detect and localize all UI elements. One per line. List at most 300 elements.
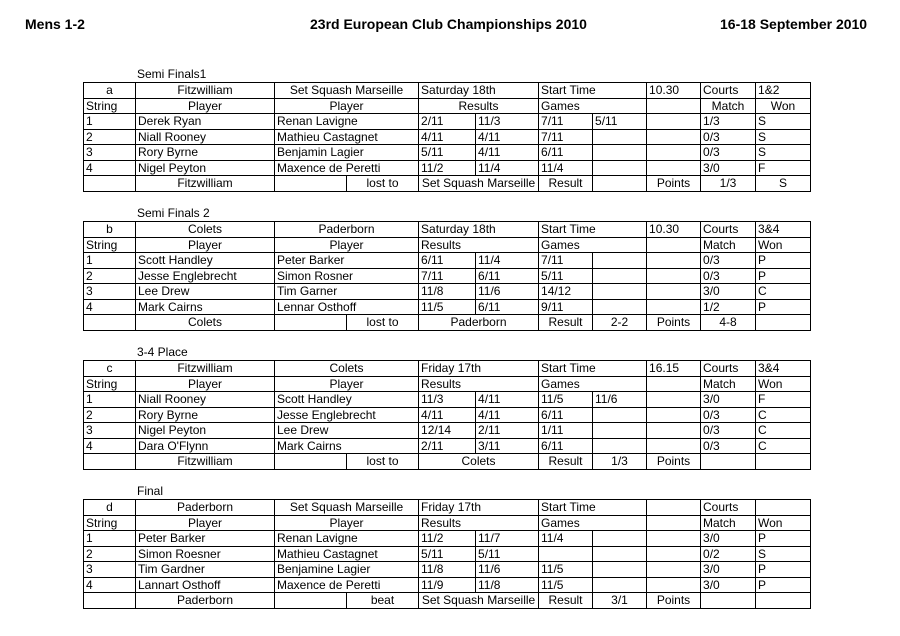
games-header: Games xyxy=(539,515,647,531)
winner-code: P xyxy=(756,299,811,315)
home-player: Peter Barker xyxy=(136,531,275,547)
column-header-row xyxy=(84,376,811,392)
string-number: 3 xyxy=(84,284,136,300)
home-player: Lee Drew xyxy=(136,284,275,300)
home-player: Rory Byrne xyxy=(136,145,275,161)
courts-label: Courts xyxy=(701,222,756,238)
blank-cell xyxy=(647,407,701,423)
games-1: 7/11 xyxy=(539,129,593,145)
away-player: Jesse Englebrecht xyxy=(275,407,419,423)
result-game-2: 4/11 xyxy=(476,129,539,145)
results-table xyxy=(83,221,811,331)
away-player: Maxence de Peretti xyxy=(275,577,419,593)
away-player: Lee Drew xyxy=(275,423,419,439)
result-game-1: 4/11 xyxy=(419,407,476,423)
table-row xyxy=(84,284,811,300)
summary-away-team: Set Squash Marseille xyxy=(419,176,539,192)
string-number: 4 xyxy=(84,299,136,315)
match-header-row xyxy=(84,222,811,238)
blank-cell xyxy=(647,376,701,392)
winner-code: S xyxy=(756,114,811,130)
winner-code: P xyxy=(756,577,811,593)
section-letter: c xyxy=(84,361,136,377)
winner-code: F xyxy=(756,392,811,408)
points-label: Points xyxy=(647,593,701,609)
result-game-2: 6/11 xyxy=(476,299,539,315)
winner-code: P xyxy=(756,268,811,284)
games-2 xyxy=(593,438,647,454)
blank-cell xyxy=(647,253,701,269)
result-game-2: 4/11 xyxy=(476,392,539,408)
results-table xyxy=(83,82,811,192)
result-game-2: 3/11 xyxy=(476,438,539,454)
result-game-1: 11/9 xyxy=(419,577,476,593)
blank-cell xyxy=(647,237,701,253)
summary-home-team: Colets xyxy=(136,315,275,331)
games-2: 5/11 xyxy=(593,114,647,130)
summary-blank xyxy=(84,176,136,192)
player2-header: Player xyxy=(275,376,419,392)
table-row xyxy=(84,577,811,593)
games-2 xyxy=(593,531,647,547)
summary-row xyxy=(84,593,811,609)
games-2 xyxy=(593,145,647,161)
string-number: 1 xyxy=(84,114,136,130)
games-header: Games xyxy=(539,237,647,253)
section-title: Semi Finals 2 xyxy=(137,206,210,220)
result-value xyxy=(593,176,647,192)
player2-header: Player xyxy=(275,98,419,114)
result-game-1: 11/2 xyxy=(419,531,476,547)
summary-blank xyxy=(275,454,347,470)
games-2 xyxy=(593,253,647,269)
blank-cell xyxy=(647,145,701,161)
blank-cell xyxy=(647,531,701,547)
away-player: Maxence de Peretti xyxy=(275,160,419,176)
result-game-2: 5/11 xyxy=(476,546,539,562)
summary-blank xyxy=(84,593,136,609)
summary-blank xyxy=(275,315,347,331)
home-player: Nigel Peyton xyxy=(136,423,275,439)
result-game-2: 11/6 xyxy=(476,284,539,300)
match-score: 0/3 xyxy=(701,268,756,284)
result-game-1: 5/11 xyxy=(419,546,476,562)
games-header: Games xyxy=(539,98,647,114)
blank-cell xyxy=(647,577,701,593)
match-score: 0/3 xyxy=(701,253,756,269)
away-team: Paderborn xyxy=(275,222,419,238)
string-header: String xyxy=(84,237,136,253)
away-player: Renan Lavigne xyxy=(275,531,419,547)
summary-row xyxy=(84,315,811,331)
string-number: 3 xyxy=(84,562,136,578)
away-team: Set Squash Marseille xyxy=(275,83,419,99)
string-number: 3 xyxy=(84,423,136,439)
result-game-2: 2/11 xyxy=(476,423,539,439)
result-game-2: 11/4 xyxy=(476,253,539,269)
table-row xyxy=(84,392,811,408)
column-header-row xyxy=(84,515,811,531)
summary-verb: lost to xyxy=(347,315,419,331)
start-time-label: Start Time xyxy=(539,222,647,238)
away-player: Mark Cairns xyxy=(275,438,419,454)
match-day: Saturday 18th xyxy=(419,222,539,238)
summary-verb: lost to xyxy=(347,176,419,192)
games-1: 11/5 xyxy=(539,577,593,593)
games-1: 11/4 xyxy=(539,160,593,176)
winner-code: C xyxy=(756,407,811,423)
string-header: String xyxy=(84,376,136,392)
match-header: Match xyxy=(701,515,756,531)
string-number: 3 xyxy=(84,145,136,161)
summary-blank xyxy=(275,593,347,609)
header-title: 23rd European Club Championships 2010 xyxy=(310,16,587,32)
match-day: Friday 17th xyxy=(419,500,539,516)
blank-cell xyxy=(647,438,701,454)
result-label: Result xyxy=(539,176,593,192)
winner-code: P xyxy=(756,253,811,269)
summary-away-team: Set Squash Marseille xyxy=(419,593,539,609)
results-header: Results xyxy=(419,98,539,114)
match-score: 3/0 xyxy=(701,577,756,593)
player1-header: Player xyxy=(136,515,275,531)
result-game-2: 11/7 xyxy=(476,531,539,547)
match-header-row xyxy=(84,361,811,377)
winner-code: C xyxy=(756,438,811,454)
blank-cell xyxy=(647,299,701,315)
summary-row xyxy=(84,176,811,192)
away-player: Mathieu Castagnet xyxy=(275,129,419,145)
home-player: Nigel Peyton xyxy=(136,160,275,176)
blank-cell xyxy=(647,160,701,176)
match-score: 3/0 xyxy=(701,160,756,176)
summary-blank xyxy=(275,176,347,192)
games-1: 6/11 xyxy=(539,145,593,161)
home-player: Tim Gardner xyxy=(136,562,275,578)
match-score: 3/0 xyxy=(701,562,756,578)
home-team: Fitzwilliam xyxy=(136,361,275,377)
home-player: Derek Ryan xyxy=(136,114,275,130)
summary-home-team: Paderborn xyxy=(136,593,275,609)
games-2 xyxy=(593,284,647,300)
summary-won xyxy=(756,593,811,609)
games-1: 6/11 xyxy=(539,438,593,454)
table-row xyxy=(84,546,811,562)
away-team: Set Squash Marseille xyxy=(275,500,419,516)
home-player: Rory Byrne xyxy=(136,407,275,423)
away-player: Benjamin Lagier xyxy=(275,145,419,161)
match-score: 0/3 xyxy=(701,145,756,161)
result-game-2: 11/8 xyxy=(476,577,539,593)
games-1: 11/4 xyxy=(539,531,593,547)
summary-won: S xyxy=(756,176,811,192)
table-row xyxy=(84,145,811,161)
winner-code: F xyxy=(756,160,811,176)
results-header: Results xyxy=(419,237,539,253)
string-number: 4 xyxy=(84,577,136,593)
home-player: Scott Handley xyxy=(136,253,275,269)
table-row xyxy=(84,299,811,315)
summary-row xyxy=(84,454,811,470)
section-title: Semi Finals1 xyxy=(137,67,207,81)
away-player: Renan Lavigne xyxy=(275,114,419,130)
blank-cell xyxy=(647,98,701,114)
string-number: 2 xyxy=(84,546,136,562)
winner-code: P xyxy=(756,531,811,547)
start-time-label: Start Time xyxy=(539,500,647,516)
winner-code: S xyxy=(756,129,811,145)
result-game-1: 7/11 xyxy=(419,268,476,284)
start-time-label: Start Time xyxy=(539,361,647,377)
games-2 xyxy=(593,160,647,176)
courts-value: 3&4 xyxy=(756,361,811,377)
games-1: 7/11 xyxy=(539,253,593,269)
table-row xyxy=(84,129,811,145)
courts-value: 3&4 xyxy=(756,222,811,238)
match-day: Friday 17th xyxy=(419,361,539,377)
table-row xyxy=(84,114,811,130)
result-value: 2-2 xyxy=(593,315,647,331)
away-player: Lennar Osthoff xyxy=(275,299,419,315)
games-1: 7/11 xyxy=(539,114,593,130)
winner-code: S xyxy=(756,546,811,562)
games-1: 11/5 xyxy=(539,562,593,578)
home-player: Niall Rooney xyxy=(136,392,275,408)
player2-header: Player xyxy=(275,515,419,531)
games-1: 5/11 xyxy=(539,268,593,284)
winner-code: C xyxy=(756,284,811,300)
section-letter: d xyxy=(84,500,136,516)
summary-away-team: Paderborn xyxy=(419,315,539,331)
result-game-2: 11/6 xyxy=(476,562,539,578)
home-player: Niall Rooney xyxy=(136,129,275,145)
home-player: Dara O'Flynn xyxy=(136,438,275,454)
winner-code: P xyxy=(756,562,811,578)
courts-label: Courts xyxy=(701,361,756,377)
summary-blank xyxy=(84,315,136,331)
string-header: String xyxy=(84,515,136,531)
away-player: Peter Barker xyxy=(275,253,419,269)
result-game-2: 4/11 xyxy=(476,407,539,423)
result-game-1: 11/5 xyxy=(419,299,476,315)
games-2 xyxy=(593,407,647,423)
courts-label: Courts xyxy=(701,83,756,99)
result-game-2: 11/3 xyxy=(476,114,539,130)
home-player: Jesse Englebrecht xyxy=(136,268,275,284)
match-header: Match xyxy=(701,376,756,392)
match-score: 0/2 xyxy=(701,546,756,562)
blank-cell xyxy=(647,546,701,562)
points-value xyxy=(701,454,756,470)
result-label: Result xyxy=(539,315,593,331)
games-1: 11/5 xyxy=(539,392,593,408)
home-team: Paderborn xyxy=(136,500,275,516)
summary-verb: lost to xyxy=(347,454,419,470)
winner-code: C xyxy=(756,423,811,439)
courts-value xyxy=(756,500,811,516)
summary-home-team: Fitzwilliam xyxy=(136,176,275,192)
blank-cell xyxy=(647,515,701,531)
start-time: 10.30 xyxy=(647,222,701,238)
column-header-row xyxy=(84,237,811,253)
games-2 xyxy=(593,423,647,439)
points-value: 4-8 xyxy=(701,315,756,331)
result-game-2: 6/11 xyxy=(476,268,539,284)
blank-cell xyxy=(647,392,701,408)
winner-code: S xyxy=(756,145,811,161)
games-2: 11/6 xyxy=(593,392,647,408)
result-game-1: 5/11 xyxy=(419,145,476,161)
string-number: 2 xyxy=(84,268,136,284)
string-number: 1 xyxy=(84,531,136,547)
away-player: Simon Rosner xyxy=(275,268,419,284)
results-table xyxy=(83,499,811,609)
home-player: Mark Cairns xyxy=(136,299,275,315)
summary-won xyxy=(756,315,811,331)
points-label: Points xyxy=(647,315,701,331)
results-header: Results xyxy=(419,376,539,392)
points-label: Points xyxy=(647,176,701,192)
games-1: 1/11 xyxy=(539,423,593,439)
result-game-1: 11/2 xyxy=(419,160,476,176)
won-header: Won xyxy=(756,515,811,531)
home-team: Colets xyxy=(136,222,275,238)
courts-label: Courts xyxy=(701,500,756,516)
start-time: 10.30 xyxy=(647,83,701,99)
games-2 xyxy=(593,562,647,578)
results-header: Results xyxy=(419,515,539,531)
match-score: 3/0 xyxy=(701,284,756,300)
points-value xyxy=(701,593,756,609)
result-game-1: 4/11 xyxy=(419,129,476,145)
table-row xyxy=(84,531,811,547)
match-score: 3/0 xyxy=(701,392,756,408)
string-number: 1 xyxy=(84,253,136,269)
match-score: 1/2 xyxy=(701,299,756,315)
result-game-1: 6/11 xyxy=(419,253,476,269)
section-letter: b xyxy=(84,222,136,238)
column-header-row xyxy=(84,98,811,114)
start-time-label: Start Time xyxy=(539,83,647,99)
string-number: 4 xyxy=(84,160,136,176)
string-number: 2 xyxy=(84,407,136,423)
match-header-row xyxy=(84,500,811,516)
points-label: Points xyxy=(647,454,701,470)
courts-value: 1&2 xyxy=(756,83,811,99)
table-row xyxy=(84,562,811,578)
games-1: 14/12 xyxy=(539,284,593,300)
player2-header: Player xyxy=(275,237,419,253)
start-time xyxy=(647,500,701,516)
blank-cell xyxy=(647,284,701,300)
won-header: Won xyxy=(756,376,811,392)
results-table xyxy=(83,360,811,470)
games-2 xyxy=(593,129,647,145)
games-1 xyxy=(539,546,593,562)
table-row xyxy=(84,268,811,284)
home-team: Fitzwilliam xyxy=(136,83,275,99)
result-value: 3/1 xyxy=(593,593,647,609)
blank-cell xyxy=(647,268,701,284)
summary-away-team: Colets xyxy=(419,454,539,470)
away-player: Mathieu Castagnet xyxy=(275,546,419,562)
won-header: Won xyxy=(756,98,811,114)
player1-header: Player xyxy=(136,98,275,114)
home-player: Simon Roesner xyxy=(136,546,275,562)
result-game-1: 12/14 xyxy=(419,423,476,439)
player1-header: Player xyxy=(136,237,275,253)
match-header: Match xyxy=(701,98,756,114)
summary-verb: beat xyxy=(347,593,419,609)
start-time: 16.15 xyxy=(647,361,701,377)
string-number: 1 xyxy=(84,392,136,408)
match-score: 0/3 xyxy=(701,407,756,423)
match-day: Saturday 18th xyxy=(419,83,539,99)
away-player: Benjamine Lagier xyxy=(275,562,419,578)
result-game-2: 4/11 xyxy=(476,145,539,161)
match-header: Match xyxy=(701,237,756,253)
table-row xyxy=(84,253,811,269)
match-score: 1/3 xyxy=(701,114,756,130)
games-2 xyxy=(593,268,647,284)
games-2 xyxy=(593,577,647,593)
blank-cell xyxy=(647,114,701,130)
blank-cell xyxy=(647,562,701,578)
blank-cell xyxy=(647,423,701,439)
table-row xyxy=(84,438,811,454)
result-label: Result xyxy=(539,593,593,609)
result-label: Result xyxy=(539,454,593,470)
home-player: Lannart Osthoff xyxy=(136,577,275,593)
games-2 xyxy=(593,546,647,562)
summary-home-team: Fitzwilliam xyxy=(136,454,275,470)
result-game-1: 11/3 xyxy=(419,392,476,408)
result-game-1: 2/11 xyxy=(419,438,476,454)
games-1: 9/11 xyxy=(539,299,593,315)
won-header: Won xyxy=(756,237,811,253)
match-header-row xyxy=(84,83,811,99)
string-number: 2 xyxy=(84,129,136,145)
table-row xyxy=(84,160,811,176)
header-date: 16-18 September 2010 xyxy=(720,16,868,32)
string-number: 4 xyxy=(84,438,136,454)
games-1: 6/11 xyxy=(539,407,593,423)
section-letter: a xyxy=(84,83,136,99)
table-row xyxy=(84,407,811,423)
string-header: String xyxy=(84,98,136,114)
away-team: Colets xyxy=(275,361,419,377)
header-left: Mens 1-2 xyxy=(25,16,85,32)
match-score: 0/3 xyxy=(701,423,756,439)
games-2 xyxy=(593,299,647,315)
result-game-1: 2/11 xyxy=(419,114,476,130)
player1-header: Player xyxy=(136,376,275,392)
result-game-2: 11/4 xyxy=(476,160,539,176)
match-score: 0/3 xyxy=(701,438,756,454)
points-value: 1/3 xyxy=(701,176,756,192)
result-value: 1/3 xyxy=(593,454,647,470)
section-title: 3-4 Place xyxy=(137,345,188,359)
match-score: 3/0 xyxy=(701,531,756,547)
summary-blank xyxy=(84,454,136,470)
blank-cell xyxy=(647,129,701,145)
summary-won xyxy=(756,454,811,470)
table-row xyxy=(84,423,811,439)
match-score: 0/3 xyxy=(701,129,756,145)
result-game-1: 11/8 xyxy=(419,284,476,300)
games-header: Games xyxy=(539,376,647,392)
away-player: Tim Garner xyxy=(275,284,419,300)
